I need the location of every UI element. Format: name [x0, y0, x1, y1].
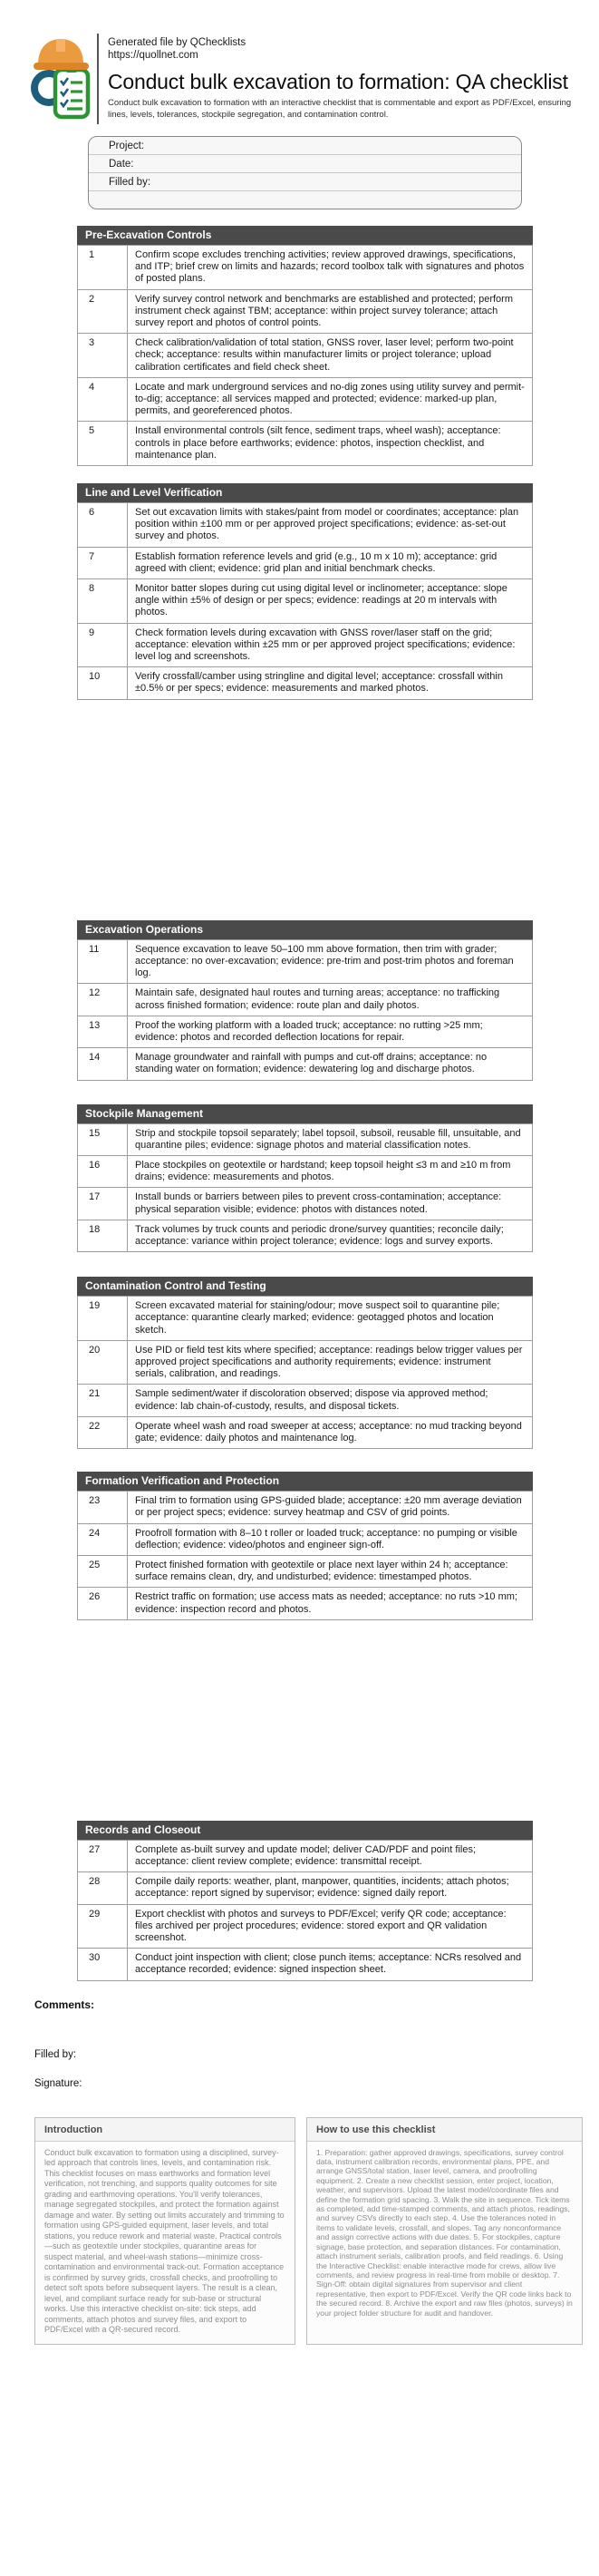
- item-text: Maintain safe, designated haul routes and turning areas; acceptance: no trafficking across finished formation; evidence: route plan and daily photos.: [128, 984, 533, 1016]
- page-subtitle: Conduct bulk excavation to formation with an interactive checklist that is commentable and export as PDF/Excel, ensuring lines, levels, tolerances, stockpile segregation, and contamination control.: [108, 98, 572, 120]
- section-table: [77, 1296, 533, 1449]
- item-number: 20: [78, 1340, 128, 1385]
- section-table: [77, 502, 533, 700]
- item-number: 23: [78, 1492, 128, 1523]
- item-text: Confirm scope excludes trenching activities; review approved drawings, specifications, and ITP; brief crew on limits and hazards; record toolbox talk with signatures and photos of posted plans.: [128, 246, 533, 290]
- checklist-row: [78, 1555, 533, 1587]
- item-text: Screen excavated material for staining/odour; move suspect soil to quarantine pile; acceptance: quarantine clearly marked; evidence: geotagged photos and location sketch.: [128, 1297, 533, 1341]
- item-text: Final trim to formation using GPS-guided blade; acceptance: ±20 mm average deviation or per project specs; evidence: survey heatmap and CSV of grid points.: [128, 1492, 533, 1523]
- item-number: 2: [78, 289, 128, 334]
- comments-label: Comments:: [34, 1998, 95, 2011]
- howto-box: [306, 2117, 583, 2345]
- section-header: Pre-Excavation Controls: [77, 226, 533, 245]
- checklist-row: [78, 667, 533, 699]
- generated-by-text: Generated file by QChecklists: [108, 37, 246, 48]
- item-text: Install environmental controls (silt fence, sediment traps, wheel wash); acceptance: controls in place before earthworks; evidence: photos, inspection checklist, and maintenance plan.: [128, 422, 533, 466]
- checklist-row: [78, 1297, 533, 1341]
- checklist-row: [78, 422, 533, 466]
- item-number: 18: [78, 1220, 128, 1251]
- item-number: 21: [78, 1385, 128, 1416]
- item-text: Manage groundwater and rainfall with pumps and cut-off drains; acceptance: no standing water on formation; evidence: dewatering log and discharge photos.: [128, 1048, 533, 1080]
- checklist-row: [78, 579, 533, 624]
- checklist-row: [78, 1904, 533, 1949]
- checklist-row: [78, 1048, 533, 1080]
- item-text: Export checklist with photos and surveys to PDF/Excel; verify QR code; acceptance: files archived per project procedures; evidence: stored export and QR validation screenshot.: [128, 1904, 533, 1949]
- filled-by-label: [34, 2046, 599, 2060]
- howto-title: How to use this checklist: [307, 2118, 582, 2142]
- checklist-section: [77, 1472, 533, 1620]
- checklist-section: [77, 226, 533, 466]
- item-text: Verify survey control network and benchmarks are established and protected; perform instrument check against TBM; acceptance: within project survey tolerance; attach survey report and photos of control points.: [128, 289, 533, 334]
- introduction-body: Conduct bulk excavation to formation using a disciplined, survey-led approach that controls lines, levels, and contamination risk. This checklist focuses on mass earthworks and formation level verification, not trenching, and supports quality outcomes for site grading and earthmoving operations. You'll verify tolerances, manage segregated stockpiles, and protect the formation against damage and water. By setting out limits accurately and trimming to formation using GPS-guided equipment, laser levels, and total stations, you reduce rework and material waste. Practical controls—such as geotextile under stockpiles, quarantine areas for suspect material, and wheel-wash stations—minimize cross-contamination and environmental track-out. Formation acceptance is confirmed by survey grids, crossfall checks, and proofrolling to detect soft spots before subsequent layers. The result is a clean, level, and compliant surface ready for sub-base or structural works. Use this interactive checklist on-site: tick steps, add comments, attach photos and survey files, and export to PDF/Excel with a QR-secured record.: [44, 2147, 285, 2335]
- section-header: Excavation Operations: [77, 920, 533, 939]
- item-number: 5: [78, 422, 128, 466]
- item-number: 15: [78, 1123, 128, 1155]
- section-header: Line and Level Verification: [77, 483, 533, 502]
- item-number: 30: [78, 1949, 128, 1980]
- section-header: Formation Verification and Protection: [77, 1472, 533, 1491]
- checklist-row: [78, 1385, 533, 1416]
- item-number: 12: [78, 984, 128, 1016]
- project-info-box: [88, 136, 522, 209]
- checklist-row: [78, 623, 533, 667]
- checklist-row: [78, 984, 533, 1016]
- checklist-row: [78, 1340, 533, 1385]
- item-number: 29: [78, 1904, 128, 1949]
- project-field-row: [89, 137, 521, 155]
- empty-field-row: [89, 191, 521, 209]
- item-number: 11: [78, 939, 128, 984]
- item-text: Sequence excavation to leave 50–100 mm above formation, then trim with grader; acceptance: no over-excavation; evidence: pre-trim and post-trim photos and foreman log.: [128, 939, 533, 984]
- checklist-section: [77, 483, 533, 700]
- item-text: Restrict traffic on formation; use access mats as needed; acceptance: no ruts >10 mm; evidence: inspection record and photos.: [128, 1588, 533, 1619]
- checklist-section: [77, 1104, 533, 1253]
- item-text: Compile daily reports: weather, plant, manpower, quantities, incidents; attach photos; acceptance: report signed by supervisor; evidence: signed daily report.: [128, 1872, 533, 1904]
- checklist-row: [78, 503, 533, 548]
- section-table: [77, 1491, 533, 1620]
- item-text: Protect finished formation with geotextile or place next layer within 24 h; acceptance: surface remains clean, dry, and undisturbed; evidence: timestamped photos.: [128, 1555, 533, 1587]
- site-url-link[interactable]: https://quollnet.com: [108, 50, 198, 61]
- checklist-row: [78, 1016, 533, 1047]
- footer-columns: [34, 2117, 583, 2345]
- item-text: Operate wheel wash and road sweeper at access; acceptance: no mud tracking beyond gate; evidence: daily photos and maintenance log.: [128, 1416, 533, 1448]
- section-header: Contamination Control and Testing: [77, 1277, 533, 1296]
- item-number: 13: [78, 1016, 128, 1047]
- filled-by-field-label: Filled by:: [109, 176, 151, 188]
- checklist-row: [78, 334, 533, 378]
- item-text: Verify crossfall/camber using stringline and digital level; acceptance: crossfall within ±0.5% or per specs; evidence: measurements and marked photos.: [128, 667, 533, 699]
- howto-body: 1. Preparation: gather approved drawings, specifications, survey control data, instrument calibration records, environmental plans, PPE, and arrange GNSS/total station, laser level, camera, and proofrolling equipment. 2. Create a new checklist session, enter project, location, weather, and supervisors. Upload the latest model/coordinate files and define the formation grid spacing. 3. Walk the site in sequence. Tick items as completed, add time-stamped comments, and attach photos, readings, and survey CSVs directly to each step. 4. Use the tolerances noted in items to validate levels, crossfall, and slopes. Tag any nonconformance and assign corrective actions with due dates. 5. For stockpiles, capture signage, base protection, and separation distances. For contamination, attach instrument serials, calibration proofs, and field readings. 6. Using the Interactive Checklist: enable interactive mode for crews, allow live comments, and review progress in real-time from mobile or desktop. 7. Sign-Off: obtain digital signatures from supervisor and client representative, then export to PDF/Excel. Verify the QR code links back to the secured record. 8. Archive the export and raw files (photos, surveys) in your project folder structure for audit and handover.: [316, 2147, 573, 2318]
- qchecklists-logo: [27, 32, 95, 124]
- checklist-row: [78, 1949, 533, 1980]
- hard-hat-icon: [34, 39, 89, 70]
- header-divider: [97, 34, 99, 124]
- section-header: Stockpile Management: [77, 1104, 533, 1123]
- checklist-row: [78, 246, 533, 290]
- item-number: 26: [78, 1588, 128, 1619]
- introduction-box: [34, 2117, 295, 2345]
- checklist-row: [78, 1492, 533, 1523]
- section-table: [77, 1123, 533, 1253]
- checklist-row: [78, 547, 533, 578]
- logo-graphic: [27, 32, 95, 124]
- item-number: 28: [78, 1872, 128, 1904]
- item-text: Locate and mark underground services and no-dig zones using utility survey and permit-to-dig; acceptance: all services mapped and protected; evidence: marked-up plan, permits, and georeferenced photos.: [128, 377, 533, 422]
- date-field-input[interactable]: [134, 155, 522, 172]
- item-text: Use PID or field test kits where specified; acceptance: readings below trigger values per approved project specifications and authority requirements; evidence: instrument serials, calibration, and readings.: [128, 1340, 533, 1385]
- signature-signline[interactable]: [82, 2075, 190, 2086]
- checklist-row: [78, 1523, 533, 1555]
- document-header: [27, 32, 599, 124]
- item-number: 14: [78, 1048, 128, 1080]
- item-text: Install bunds or barriers between piles to prevent cross-contamination; acceptance: physical separation visible; evidence: photos with distances noted.: [128, 1188, 533, 1220]
- section-table: [77, 1840, 533, 1981]
- sections-container: [77, 226, 533, 1981]
- section-header: Records and Closeout: [77, 1821, 533, 1840]
- checklist-row: [78, 939, 533, 984]
- section-table: [77, 245, 533, 466]
- checklist-row: [78, 1155, 533, 1187]
- filled-by-signline[interactable]: [76, 2046, 185, 2057]
- project-field-input[interactable]: [144, 137, 521, 154]
- item-text: Complete as-built survey and update model; deliver CAD/PDF and point files; acceptance: client review complete; evidence: transmittal receipt.: [128, 1840, 533, 1871]
- signature-label-text: Signature:: [34, 2077, 82, 2089]
- item-text: Conduct joint inspection with client; close punch items; acceptance: NCRs resolved and acceptance recorded; evidence: signed inspection sheet.: [128, 1949, 533, 1980]
- item-number: 3: [78, 334, 128, 378]
- checklist-row: [78, 1588, 533, 1619]
- checklist-row: [78, 289, 533, 334]
- checklist-section: [77, 1821, 533, 1981]
- checklist-row: [78, 1872, 533, 1904]
- page-title: Conduct bulk excavation to formation: QA checklist: [108, 70, 568, 93]
- item-text: Proof the working platform with a loaded truck; acceptance: no rutting >25 mm; evidence: photos and recorded deflection locations for repair.: [128, 1016, 533, 1047]
- item-number: 10: [78, 667, 128, 699]
- item-text: Check calibration/validation of total station, GNSS rover, laser level; perform two-point check; acceptance: results within manufacturer limits or project tolerance; upload calibration certificates and field check sheet.: [128, 334, 533, 378]
- project-field-label: Project:: [109, 140, 144, 151]
- item-number: 17: [78, 1188, 128, 1220]
- item-number: 4: [78, 377, 128, 422]
- signature-label: [34, 2075, 599, 2089]
- filled-by-field-input[interactable]: [150, 173, 521, 190]
- item-number: 19: [78, 1297, 128, 1341]
- item-number: 27: [78, 1840, 128, 1871]
- checklist-row: [78, 1416, 533, 1448]
- item-text: Set out excavation limits with stakes/paint from model or coordinates; acceptance: plan position within ±100 mm or per approved project specifications; evidence: as-set-out survey and photos.: [128, 503, 533, 548]
- checklist-section: [77, 920, 533, 1081]
- empty-field-input[interactable]: [89, 191, 521, 209]
- item-number: 9: [78, 623, 128, 667]
- checklist-row: [78, 1840, 533, 1871]
- item-text: Proofroll formation with 8–10 t roller or loaded truck; acceptance: no pumping or visible deflection; evidence: video/photos and engineer sign-off.: [128, 1523, 533, 1555]
- filled-by-label-text: Filled by:: [34, 2048, 77, 2060]
- date-field-label: Date:: [109, 158, 134, 170]
- checklist-row: [78, 1123, 533, 1155]
- document-page: [0, 32, 599, 2576]
- item-text: Establish formation reference levels and grid (e.g., 10 m x 10 m); acceptance: grid agreed with client; evidence: grid plan and initial benchmark checks.: [128, 547, 533, 578]
- item-number: 22: [78, 1416, 128, 1448]
- checklist-section: [77, 1277, 533, 1449]
- date-field-row: [89, 155, 521, 173]
- item-number: 1: [78, 246, 128, 290]
- introduction-title: Introduction: [35, 2118, 295, 2142]
- checklist-row: [78, 1220, 533, 1251]
- checklist-row: [78, 1188, 533, 1220]
- signoff-area: [34, 1998, 599, 2089]
- item-number: 7: [78, 547, 128, 578]
- item-text: Check formation levels during excavation with GNSS rover/laser staff on the grid; acceptance: elevation within ±25 mm or per approved project specifications; evidence: level log and screenshots.: [128, 623, 533, 667]
- item-number: 16: [78, 1155, 128, 1187]
- item-text: Sample sediment/water if discoloration observed; dispose via approved method; evidence: lab chain-of-custody, results, and disposal tickets.: [128, 1385, 533, 1416]
- clipboard-check-icon: [55, 66, 88, 117]
- item-text: Place stockpiles on geotextile or hardstand; keep topsoil height ≤3 m and ≥10 m from drains; evidence: measurements and photos.: [128, 1155, 533, 1187]
- item-text: Monitor batter slopes during cut using digital level or inclinometer; acceptance: slope angle within ±5% of design or per specs; evidence: readings at 20 m intervals with photos.: [128, 579, 533, 624]
- item-number: 8: [78, 579, 128, 624]
- item-number: 25: [78, 1555, 128, 1587]
- item-text: Track volumes by truck counts and periodic drone/survey quantities; reconcile daily; acceptance: variance within project tolerance; evidence: logs and survey exports.: [128, 1220, 533, 1251]
- checklist-row: [78, 377, 533, 422]
- item-number: 6: [78, 503, 128, 548]
- filled-by-field-row: [89, 173, 521, 191]
- item-number: 24: [78, 1523, 128, 1555]
- item-text: Strip and stockpile topsoil separately; label topsoil, subsoil, reusable fill, unsuitable, and quarantine piles; evidence: signage photos and material classification notes.: [128, 1123, 533, 1155]
- section-table: [77, 939, 533, 1081]
